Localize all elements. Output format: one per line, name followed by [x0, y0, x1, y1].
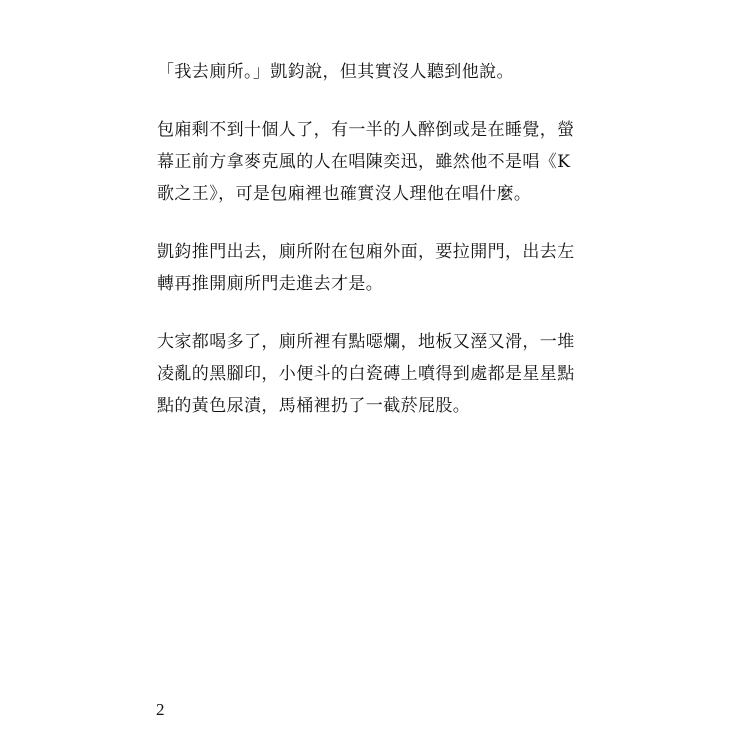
body-text [157, 56, 577, 448]
paragraph: 大家都喝多了，廁所裡有點噁爛，地板又溼又滑，一堆凌亂的黑腳印，小便斗的白瓷磚上噴得到處都是星星點點的黃色尿漬，馬桶裡扔了一截菸屁股。 [157, 332, 575, 416]
paragraph: 包廂剩不到十個人了，有一半的人醉倒或是在睡覺，螢幕正前方拿麥克風的人在唱陳奕迅，雖然他不是唱《K歌之王》，可是包廂裡也確實沒人理他在唱什麼。 [157, 120, 575, 204]
paragraph: 「我去廁所。」凱鈞說，但其實沒人聽到他說。 [157, 62, 514, 82]
page-number: 2 [156, 700, 165, 719]
paragraph: 凱鈞推門出去，廁所附在包廂外面，要拉開門，出去左轉再推開廁所門走進去才是。 [157, 242, 575, 294]
